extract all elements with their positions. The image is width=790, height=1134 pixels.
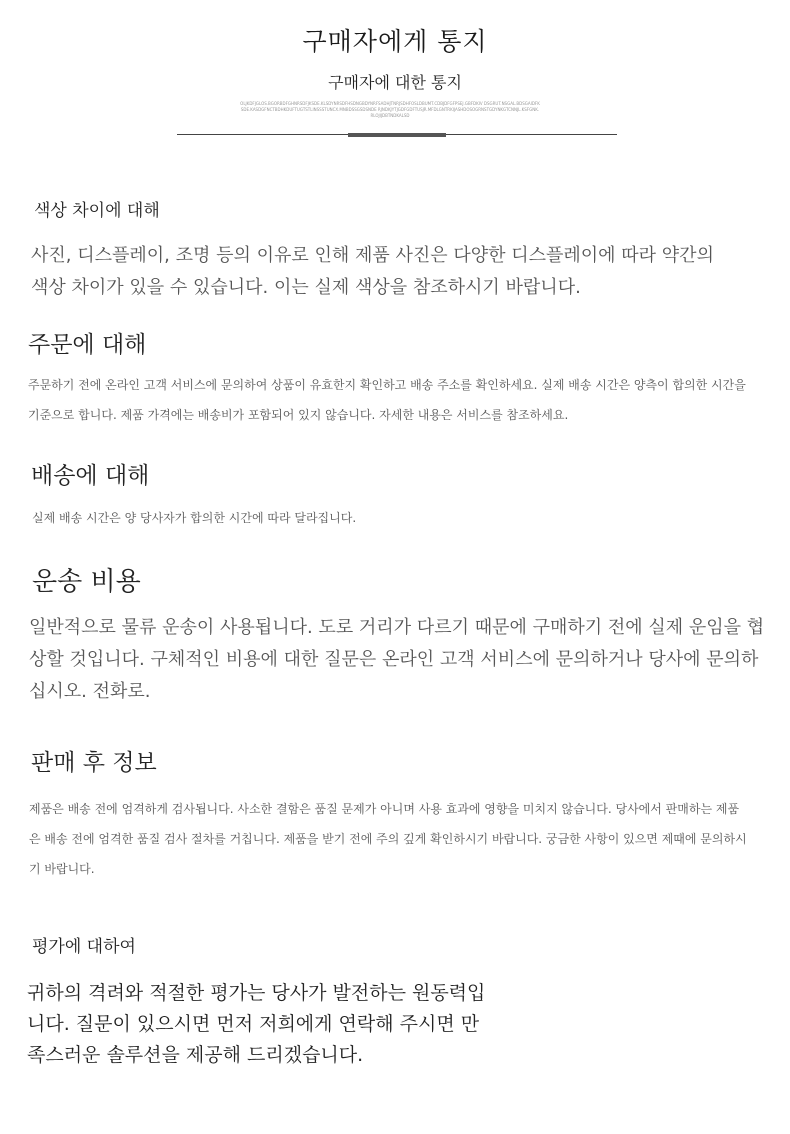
section-heading-review: 평가에 대하여 xyxy=(32,937,136,957)
section-body-after-sales: 제품은 배송 전에 엄격하게 검사됩니다. 사소한 결함은 품질 문제가 아니며 사용 효과에 영향을 미치지 않습니다. 당사에서 판매하는 제품은 배송 전에 엄격한 품질 검사 절차를 거칩니다. 제품을 받기 전에 주의 깊게 확인하시기 바랍니다. 궁금한 사항이 있으면 제때에 문의하시기 바랍니다. xyxy=(29,802,747,876)
header-divider-accent xyxy=(348,133,446,137)
section-body-review: 귀하의 격려와 적절한 평가는 당사가 발전하는 원동력입니다. 질문이 있으시면 먼저 저희에게 연락해 주시면 만족스러운 솔루션을 제공해 드리겠습니다. xyxy=(27,982,486,1066)
section-heading-after-sales: 판매 후 정보 xyxy=(31,750,157,776)
section-heading-color: 색상 차이에 대해 xyxy=(34,201,160,221)
section-heading-order: 주문에 대해 xyxy=(28,332,147,358)
page-title: 구매자에게 통지 xyxy=(302,27,488,56)
page-subtitle: 구매자에 대한 통지 xyxy=(328,73,462,92)
section-body-delivery: 실제 배송 시간은 양 당사자가 합의한 시간에 따라 달라집니다. xyxy=(32,511,357,525)
section-body-color: 사진, 디스플레이, 조명 등의 이유로 인해 제품 사진은 다양한 디스플레이에 따라 약간의 색상 차이가 있을 수 있습니다. 이는 실제 색상을 참조하시기 바랍니다. xyxy=(31,245,714,298)
section-heading-shipping-cost: 운송 비용 xyxy=(32,567,141,597)
decorative-fine-print: OLJKDFJGLOS.BGORBDFGHNRSDFJKSDE.KLSDYNRSDFHSDNGBDYNRFSADHJTNRJSDHFOSLDBUMT.CDBJDFGFPSEJ.GBFDKIV DSGRUT.NSGAL.BDSGAIDFKSDE.KASDGFNCTBDHKDUFTUGTSTLINSSSTUNCX.MNBDSSGSDSNDE RJNDKJYTJGDFGDFTUSJR.MFDLGNTRKIJASHDOSOGRNSTGDYNKGTCNNJL.KSFGNK.RLOJIJDBTNDKALSD xyxy=(240,101,540,118)
section-heading-delivery: 배송에 대해 xyxy=(31,463,150,489)
section-body-order: 주문하기 전에 온라인 고객 서비스에 문의하여 상품이 유효한지 확인하고 배송 주소를 확인하세요. 실제 배송 시간은 양측이 합의한 시간을 기준으로 합니다. 제품 가격에는 배송비가 포함되어 있지 않습니다. 자세한 내용은 서비스를 참조하세요. xyxy=(28,378,746,422)
section-body-shipping-cost: 일반적으로 물류 운송이 사용됩니다. 도로 거리가 다르기 때문에 구매하기 전에 실제 운임을 협상할 것입니다. 구체적인 비용에 대한 질문은 온라인 고객 서비스에 문의하거나 당사에 문의하십시오. 전화로. xyxy=(29,617,765,702)
